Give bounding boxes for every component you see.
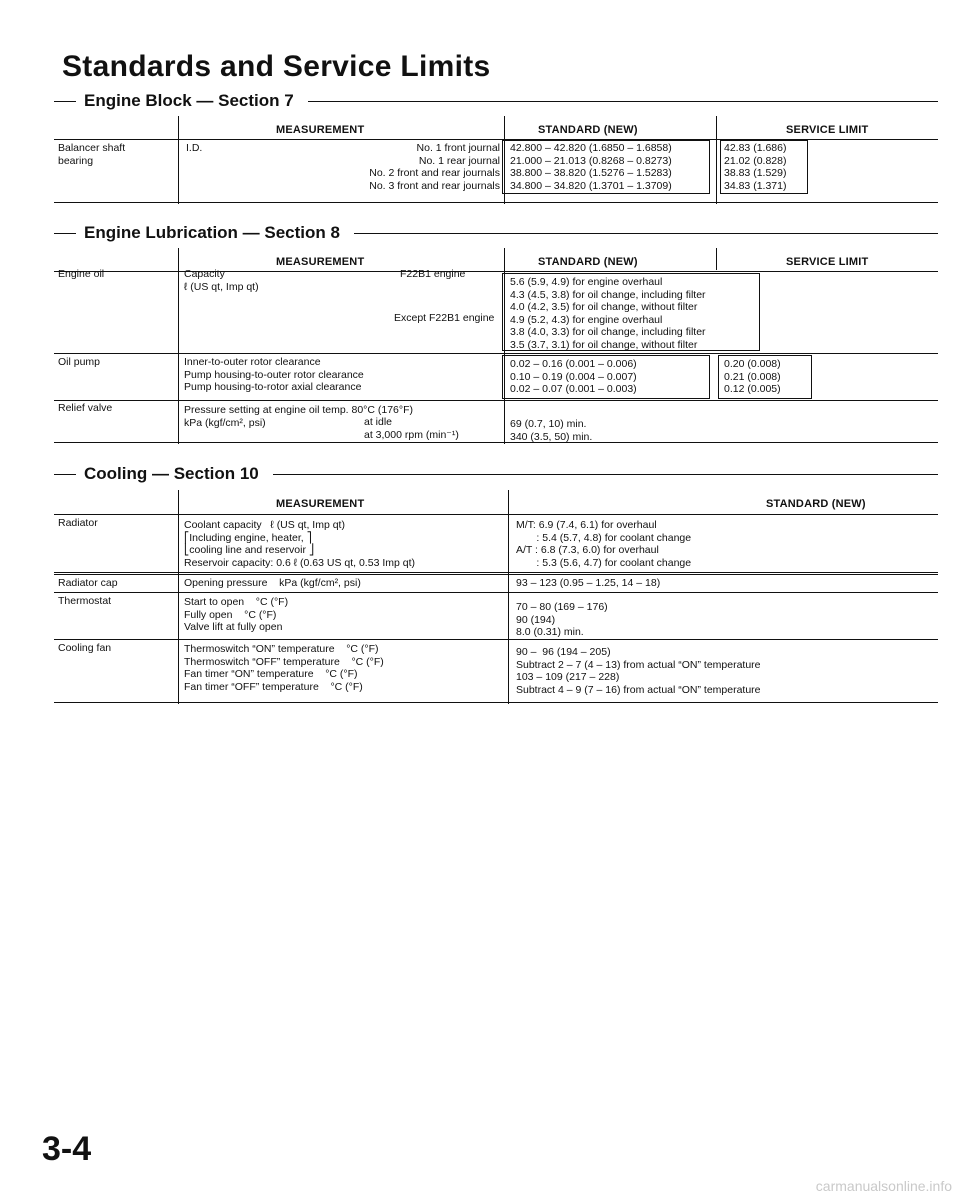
section-heading-cooling xyxy=(54,463,938,485)
row-item: Relief valve xyxy=(58,402,113,414)
engine-block-table xyxy=(54,114,938,204)
section-title: Engine Lubrication — Section 8 xyxy=(84,223,340,242)
row-measurement: Coolant capacity ℓ (US qt, Imp qt) ⎡Including engine, heater, ⎤ ⎣cooling line and reservoir ⎦ Reservoir capacity: 0.6 ℓ (0.63 US qt, 0.53 Imp qt) xyxy=(184,519,415,569)
row-item: Radiator cap xyxy=(58,577,118,589)
header-measurement: MEASUREMENT xyxy=(276,256,365,268)
row-item: Engine oil xyxy=(58,268,105,280)
row-measurement: I.D. xyxy=(186,142,203,154)
row-standard: 90 – 96 (194 – 205) Subtract 2 – 7 (4 – 13) from actual “ON” temperature 103 – 109 (217 – 228) Subtract 4 – 9 (7 – 16) from actual “ON” temperature xyxy=(516,646,761,696)
standard-box xyxy=(502,140,710,194)
row-item: Oil pump xyxy=(58,356,101,368)
header-measurement: MEASUREMENT xyxy=(276,124,365,136)
row-standard: 0.02 – 0.16 (0.001 – 0.006) 0.10 – 0.19 (0.004 – 0.007) 0.02 – 0.07 (0.001 – 0.003) xyxy=(510,358,637,396)
engine-lubrication-table xyxy=(54,246,938,446)
row-item: Cooling fan xyxy=(58,642,112,654)
row-sub: No. 1 front journal No. 1 rear journal No. 2 front and rear journals No. 3 front and rear journals xyxy=(369,142,500,192)
standard-box xyxy=(502,355,710,399)
row-sub: F22B1 engine xyxy=(400,268,466,280)
row-item: Balancer shaft bearing xyxy=(58,142,126,167)
section-title: Cooling — Section 10 xyxy=(84,464,259,483)
row-standard: M/T: 6.9 (7.4, 6.1) for overhaul : 5.4 (5.7, 4.8) for coolant change A/T : 6.8 (7.3, 6.0) for overhaul : 5.3 (5.6, 4.7) for coolant change xyxy=(516,519,692,569)
limit-box xyxy=(718,355,812,399)
row-measurement: Start to open °C (°F) Fully open °C (°F) Valve lift at fully open xyxy=(184,596,289,634)
limit-box xyxy=(720,140,808,194)
section-title: Engine Block — Section 7 xyxy=(84,91,294,110)
row-sub: Except F22B1 engine xyxy=(394,312,495,324)
header-service-limit: SERVICE LIMIT xyxy=(786,256,869,268)
row-measurement: Capacity ℓ (US qt, Imp qt) xyxy=(184,268,259,293)
row-standard: 42.800 – 42.820 (1.6850 – 1.6858) 21.000 – 21.013 (0.8268 – 0.8273) 38.800 – 38.820 (1.5276 – 1.5283) 34.800 – 34.820 (1.3701 – 1.3709) xyxy=(510,142,672,192)
row-limit: 42.83 (1.686) 21.02 (0.828) 38.83 (1.529) 34.83 (1.371) xyxy=(724,142,787,192)
row-standard: 70 – 80 (169 – 176) 90 (194) 8.0 (0.31) min. xyxy=(516,601,608,639)
row-standard: 5.6 (5.9, 4.9) for engine overhaul 4.3 (4.5, 3.8) for oil change, including filter 4.0 (4.2, 3.5) for oil change, without filter 4.9 (5.2, 4.3) for engine overhaul 3.8 (4.0, 3.3) for oil change, including filter 3.5 (3.7, 3.1) for oil change, without filter xyxy=(510,276,706,351)
row-standard: 93 – 123 (0.95 – 1.25, 14 – 18) xyxy=(516,577,661,589)
standard-box xyxy=(502,273,760,351)
row-measurement: Inner-to-outer rotor clearance Pump housing-to-outer rotor clearance Pump housing-to-rotor axial clearance xyxy=(184,356,364,394)
footer-watermark: carmanualsonline.info xyxy=(815,1178,952,1194)
row-measurement: Opening pressure kPa (kgf/cm², psi) xyxy=(184,577,361,589)
row-standard: 69 (0.7, 10) min. 340 (3.5, 50) min. xyxy=(510,418,593,443)
page-title: Standards and Service Limits xyxy=(62,50,491,83)
row-item: Radiator xyxy=(58,517,98,529)
row-sub: at idle at 3,000 rpm (min⁻¹) xyxy=(364,416,459,441)
page-number: 3-4 xyxy=(42,1130,92,1168)
section-heading-engine-block xyxy=(54,90,938,112)
header-standard: STANDARD (NEW) xyxy=(538,124,638,136)
row-measurement: Thermoswitch “ON” temperature °C (°F) Thermoswitch “OFF” temperature °C (°F) Fan timer “ON” temperature °C (°F) Fan timer “OFF” temperature °C (°F) xyxy=(184,643,384,693)
header-measurement: MEASUREMENT xyxy=(276,498,365,510)
cooling-table xyxy=(54,488,938,708)
header-service-limit: SERVICE LIMIT xyxy=(786,124,869,136)
row-item: Thermostat xyxy=(58,595,112,607)
section-heading-engine-lubrication xyxy=(54,222,938,244)
row-limit: 0.20 (0.008) 0.21 (0.008) 0.12 (0.005) xyxy=(724,358,781,396)
row-measurement: Pressure setting at engine oil temp. 80°C (176°F) kPa (kgf/cm², psi) xyxy=(184,404,414,429)
header-standard: STANDARD (NEW) xyxy=(766,498,866,510)
header-standard: STANDARD (NEW) xyxy=(538,256,638,268)
